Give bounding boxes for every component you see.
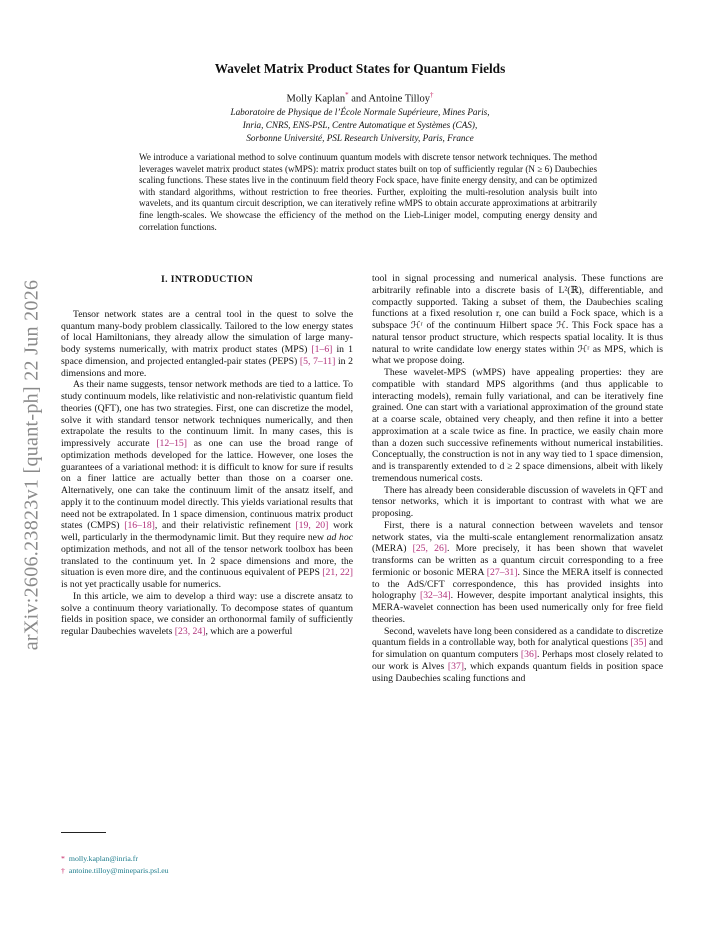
footnote-rule xyxy=(61,832,106,833)
text-run: in 1 space dimension, and projected entangled-pair states (PEPS) xyxy=(61,344,353,367)
text-run: work well, particularly in the thermodynamic limit. But they require new xyxy=(61,520,353,543)
paragraph xyxy=(61,309,353,380)
paragraph xyxy=(61,591,353,638)
citation-link[interactable]: [36] xyxy=(520,649,538,660)
footnote-mark: † xyxy=(61,866,65,875)
text-run: tool in signal processing and numerical analysis. These functions are arbitrarily refinable into a discrete basis of L²(ℝ), differentiable, and compactly supported. Taking a subset of them, the Daubechies scaling functions at a fixed resolution r, one can build a Fock space, which is a subspace ℋʳ of the continuum Hilbert space ℋ. This Fock space has a natural tensor product structure, which respects spatial locality. It is thus natural to write candidate low energy states within ℋʳ as MPS, which is what we propose doing. xyxy=(372,273,663,367)
footnotes xyxy=(61,853,169,877)
affiliation-line: Laboratoire de Physique de l’École Normale Supérieure, Mines Paris, xyxy=(230,107,490,117)
text-run: , which are a powerful xyxy=(205,626,293,637)
arxiv-sidebar xyxy=(12,230,52,700)
affiliation-line: Inria, CNRS, ENS-PSL, Centre Automatique et Systèmes (CAS), xyxy=(242,120,478,130)
paragraph xyxy=(372,520,663,626)
text-run: Second, wavelets have long been considered as a candidate to discretize quantum fields in a controllable way, both for analytical questions xyxy=(372,625,663,649)
footnote-mark[interactable]: † xyxy=(430,91,434,99)
footnote xyxy=(61,865,169,877)
citation-link[interactable]: [27–31] xyxy=(486,566,518,578)
footnote-mark: * xyxy=(61,854,65,863)
footnote xyxy=(61,853,169,865)
text-run: as one can use the broad range of optimization methods developed for the lattice. However, one loses the guarantees of a variational method: it is difficult to know for sure if results on a finer lattice are actually better than those on a coarser one. Alternatively, one can take the continuum limit of the ansatz itself, and apply it to the continuum model directly. This yields variational results that need not be extrapolated. In 1 space dimension, continuous matrix product states (CMPS) xyxy=(61,438,353,532)
text-run: There has already been considerable discussion of wavelets in QFT and tensor networks, which it is important to contrast with what we are proposing. xyxy=(372,484,663,519)
section-heading: I. INTRODUCTION xyxy=(160,274,254,285)
paragraph xyxy=(372,626,663,685)
text-run: . More precisely, it has been shown that wavelet transforms can be written as a quantum circuit corresponding to a free fermionic or bosonic MERA xyxy=(372,543,663,578)
citation-link[interactable]: [37] xyxy=(447,660,465,672)
email-link[interactable]: antoine.tilloy@mineparis.psl.eu xyxy=(68,866,169,875)
citation-link[interactable]: [12–15] xyxy=(156,438,187,449)
affiliation xyxy=(100,106,620,145)
paragraph xyxy=(372,485,663,520)
text-run: optimization methods, and not all of the tensor network toolbox has been translated to the continuum yet. In 2 space dimensions and more, the situation is even more dire, and the continuous equivalent of PEPS xyxy=(61,543,353,579)
emphasis: ad hoc xyxy=(326,532,353,543)
citation-link[interactable]: [35] xyxy=(630,637,647,649)
abstract: We introduce a variational method to solve continuum quantum models with discrete tensor network techniques. The method leverages wavelet matrix product states (wMPS): matrix product states built on top of sufficiently regular (N ≥ 6) Daubechies scaling functions. These states live in the continuum field theory Fock space, have finite energy density, and can be optimized with standard algorithms, without restriction to free theories. Further, exploiting the multi-resolution analysis built into wavelets, and its quantum circuit description, we can iteratively refine wMPS to obtain accurate approximations at arbitrarily fine length-scales. We showcase the efficiency of the method on the Lieb-Liniger model, computing energy density and correlation functions. xyxy=(139,152,597,232)
text-run: , and their relativistic refinement xyxy=(154,520,296,532)
affiliation-line: Sorbonne Université, PSL Research University, Paris, France xyxy=(246,133,474,143)
text-run: Tensor network states are a central tool in the quest to solve the quantum many-body problem classically. Tailored to the low energy states of local Hamiltonians, they already allow the simulation of large many-body systems numerically, with matrix product states (MPS) xyxy=(61,308,353,355)
left-column-body xyxy=(61,309,353,638)
left-column xyxy=(61,274,353,638)
text-run: in 2 dimensions and more. xyxy=(61,355,354,379)
paper-title: Wavelet Matrix Product States for Quantum Fields xyxy=(214,61,506,76)
citation-link[interactable]: [1–6] xyxy=(311,344,333,355)
text-run: First, there is a natural connection between wavelets and tensor network states, via the multi-scale entanglement renormalization ansatz (MERA) xyxy=(372,519,663,555)
text-run: , which expands quantum fields in position space using Daubechies scaling functions and xyxy=(372,660,663,684)
author-list xyxy=(0,91,720,105)
paragraph xyxy=(61,379,353,591)
citation-link[interactable]: [16–18] xyxy=(124,520,155,532)
text-run: . However, despite important analytical insights, this MERA-wavelet connection has been used numerically only for free field theories. xyxy=(372,590,663,625)
right-column xyxy=(372,273,663,684)
text-run: is not yet practically usable for numerics. xyxy=(61,579,222,590)
author-separator: and xyxy=(348,93,369,105)
citation-link[interactable]: [32–34] xyxy=(419,590,451,602)
citation-link[interactable]: [19, 20] xyxy=(295,520,329,532)
right-column-body xyxy=(372,273,663,684)
citation-link[interactable]: [25, 26] xyxy=(412,543,448,555)
text-run: As their name suggests, tensor network methods are tied to a lattice. To study continuum models, like relativistic and non-relativistic quantum field theories (QFT), one has two strategies. First, one can discretize the model, solve it with standard tensor network techniques numerically, and then extrapolate the results to the continuum limit. In many cases, this is impressively accurate xyxy=(61,379,353,449)
text-run: These wavelet-MPS (wMPS) have appealing properties: they are compatible with standard MPS algorithms (and thus applicable to interacting models), remain fully variational, and can be iteratively fine grained. One can start with a variational approximation of the ground state at a coarse scale, obtained very cheaply, and then refine it into a better approximation at a scale twice as fine. In practice, we easily chain more than a dozen such successive refinements without numerical instabilities. Conceptually, the construction is not in any way tied to 1 space dimension, and is transparently extended to d ≥ 2 space dimensions, albeit with likely tremendous numerical costs. xyxy=(372,367,663,484)
author-name: Molly Kaplan xyxy=(286,93,346,105)
footnote-mark[interactable]: * xyxy=(345,91,349,99)
citation-link[interactable]: [5, 7–11] xyxy=(299,355,336,367)
arxiv-identifier: arXiv:2606.23823v1 [quant-ph] 22 Jun 2026 xyxy=(20,279,43,651)
citation-link[interactable]: [23, 24] xyxy=(174,626,206,637)
email-link[interactable]: molly.kaplan@inria.fr xyxy=(68,854,138,863)
paragraph xyxy=(372,367,663,485)
text-run: . Perhaps most closely related to our work is Alves xyxy=(372,649,664,672)
paragraph xyxy=(372,273,663,367)
text-run: In this article, we aim to develop a third way: use a discrete ansatz to solve a continuum theory variationally. To decompose states of quantum fields in position space, we consider an orthonormal family of sufficiently regular Daubechies wavelets xyxy=(61,590,353,637)
text-run: and for simulation on quantum computers xyxy=(372,637,664,660)
author-name: Antoine Tilloy xyxy=(368,93,431,105)
text-run: . Since the MERA itself is connected to the AdS/CFT correspondence, this has provided insights into holography xyxy=(372,566,663,602)
citation-link[interactable]: [21, 22] xyxy=(322,567,353,579)
